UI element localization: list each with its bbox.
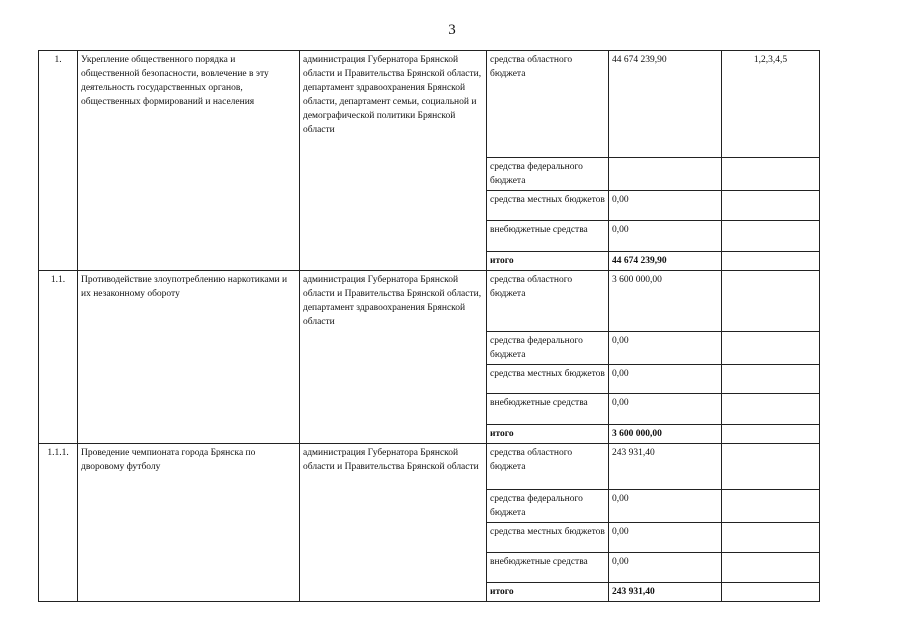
indicator-codes-empty bbox=[722, 191, 820, 221]
item-name: Противодействие злоупотреблению наркотиками и их незаконному обороту bbox=[78, 271, 300, 444]
indicator-codes-empty bbox=[722, 553, 820, 583]
item-executor: администрация Губернатора Брянской области и Правительства Брянской области bbox=[300, 444, 487, 602]
funding-source: средства областного бюджета bbox=[487, 51, 609, 158]
program-table bbox=[38, 50, 820, 602]
funding-amount: 0,00 bbox=[609, 394, 722, 425]
item-name: Проведение чемпионата города Брянска по дворовому футболу bbox=[78, 444, 300, 602]
indicator-codes-empty bbox=[722, 583, 820, 602]
funding-amount: 0,00 bbox=[609, 332, 722, 365]
funding-source: внебюджетные средства bbox=[487, 394, 609, 425]
funding-source: средства местных бюджетов bbox=[487, 365, 609, 394]
funding-source: средства местных бюджетов bbox=[487, 523, 609, 553]
funding-source: средства федерального бюджета bbox=[487, 332, 609, 365]
item-number: 1.1.1. bbox=[39, 444, 78, 602]
indicator-codes-empty bbox=[722, 365, 820, 394]
indicator-codes: 1,2,3,4,5 bbox=[722, 51, 820, 158]
item-number: 1. bbox=[39, 51, 78, 271]
indicator-codes-empty bbox=[722, 425, 820, 444]
indicator-codes bbox=[722, 444, 820, 490]
page-number: 3 bbox=[448, 22, 456, 38]
table-row bbox=[39, 271, 820, 332]
funding-source: внебюджетные средства bbox=[487, 553, 609, 583]
indicator-codes-empty bbox=[722, 490, 820, 523]
funding-amount: 44 674 239,90 bbox=[609, 51, 722, 158]
funding-source: средства федерального бюджета bbox=[487, 158, 609, 191]
funding-amount: 0,00 bbox=[609, 365, 722, 394]
total-amount: 3 600 000,00 bbox=[609, 425, 722, 444]
item-executor: администрация Губернатора Брянской области и Правительства Брянской области, департамент здравоохранения Брянской области, департамент семьи, социальной и демографической политики Брянской области bbox=[300, 51, 487, 271]
funding-amount: 0,00 bbox=[609, 523, 722, 553]
funding-amount bbox=[609, 158, 722, 191]
indicator-codes-empty bbox=[722, 523, 820, 553]
funding-amount: 0,00 bbox=[609, 221, 722, 252]
indicator-codes-empty bbox=[722, 252, 820, 271]
item-name: Укрепление общественного порядка и общественной безопасности, вовлечение в эту деятельность государственных органов, общественных формирований и населения bbox=[78, 51, 300, 271]
item-executor: администрация Губернатора Брянской области и Правительства Брянской области, департамент здравоохранения Брянской области bbox=[300, 271, 487, 444]
indicator-codes-empty bbox=[722, 332, 820, 365]
funding-amount: 0,00 bbox=[609, 191, 722, 221]
indicator-codes bbox=[722, 271, 820, 332]
funding-source: средства федерального бюджета bbox=[487, 490, 609, 523]
table-row bbox=[39, 51, 820, 158]
table-row bbox=[39, 444, 820, 490]
item-number: 1.1. bbox=[39, 271, 78, 444]
funding-source: средства областного бюджета bbox=[487, 444, 609, 490]
funding-amount: 0,00 bbox=[609, 490, 722, 523]
funding-source: внебюджетные средства bbox=[487, 221, 609, 252]
funding-amount: 243 931,40 bbox=[609, 444, 722, 490]
funding-amount: 3 600 000,00 bbox=[609, 271, 722, 332]
indicator-codes-empty bbox=[722, 221, 820, 252]
indicator-codes-empty bbox=[722, 158, 820, 191]
total-label: итого bbox=[487, 583, 609, 602]
total-amount: 44 674 239,90 bbox=[609, 252, 722, 271]
indicator-codes-empty bbox=[722, 394, 820, 425]
funding-source: средства местных бюджетов bbox=[487, 191, 609, 221]
funding-amount: 0,00 bbox=[609, 553, 722, 583]
funding-source: средства областного бюджета bbox=[487, 271, 609, 332]
total-amount: 243 931,40 bbox=[609, 583, 722, 602]
total-label: итого bbox=[487, 425, 609, 444]
total-label: итого bbox=[487, 252, 609, 271]
